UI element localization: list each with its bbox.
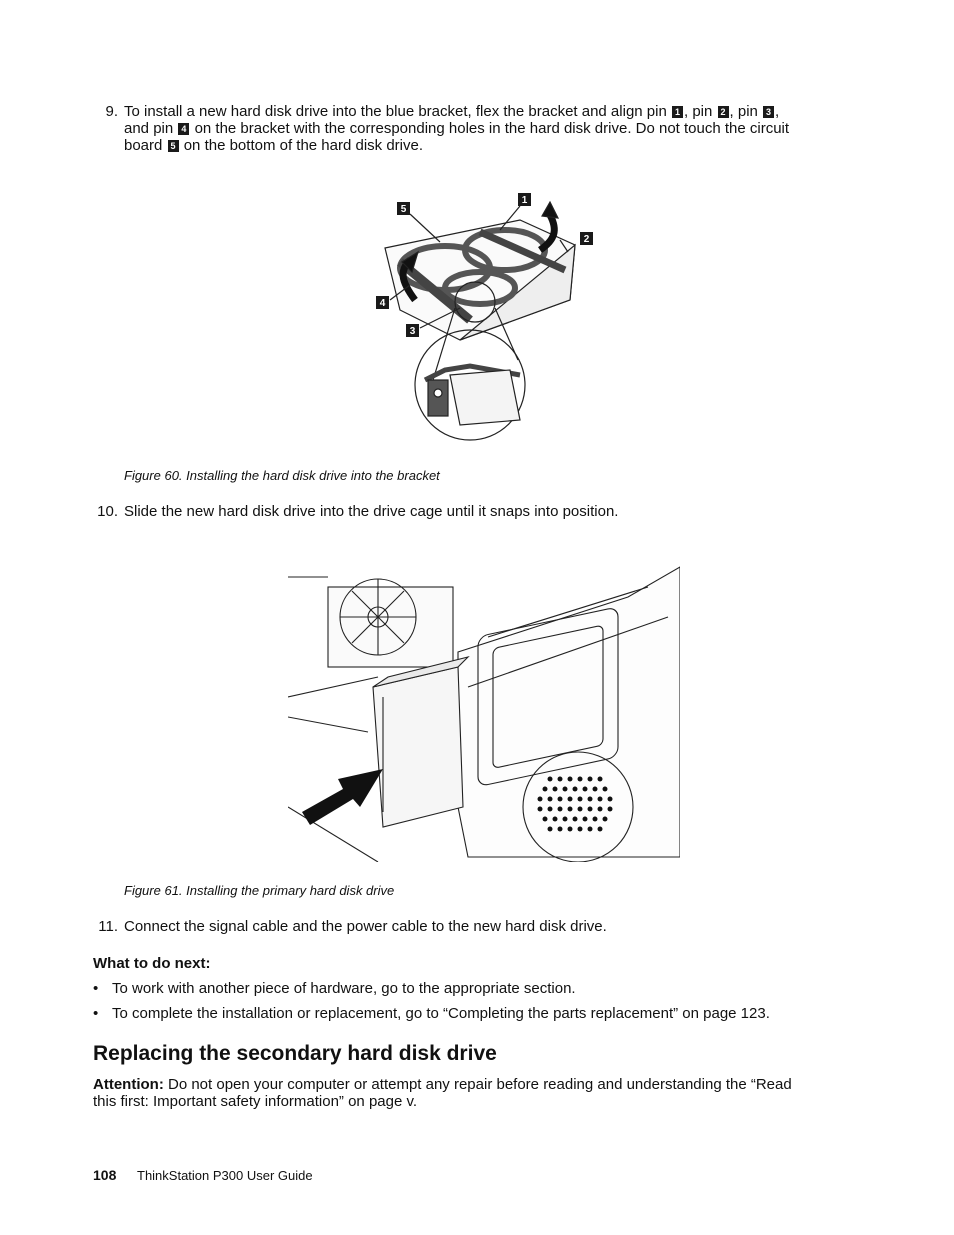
callout-1-label: 1 bbox=[521, 195, 528, 206]
bullet-item: To work with another piece of hardware, go to the appropriate section. bbox=[112, 980, 576, 997]
attention-text: Do not open your computer or attempt any repair before reading and understanding the “Read bbox=[167, 1076, 792, 1093]
callout-4-label: 4 bbox=[379, 298, 386, 309]
document-title: ThinkStation P300 User Guide bbox=[137, 1168, 313, 1183]
step-number: 11. bbox=[98, 918, 118, 935]
step-9-text-part: on the bottom of the hard disk drive. bbox=[183, 137, 424, 154]
callout-badge: 5 bbox=[168, 140, 179, 152]
step-9-text-part: and pin bbox=[124, 120, 174, 137]
attention-label: Attention: bbox=[93, 1076, 164, 1093]
what-next-heading: What to do next: bbox=[93, 955, 211, 972]
step-9-text-part: on the bracket with the corresponding holes in the hard disk drive. Do not touch the circuit bbox=[194, 120, 790, 137]
bullet-marker: • bbox=[93, 1005, 99, 1022]
bullet-item: To complete the installation or replacement, go to “Completing the parts replacement” on page 123. bbox=[112, 1005, 770, 1022]
step-9-text-part: , bbox=[775, 103, 780, 120]
drive-cage-illustration bbox=[288, 557, 680, 862]
hard-disk-bracket-illustration bbox=[370, 190, 600, 445]
callout-badge: 3 bbox=[763, 106, 774, 118]
step-9-text bbox=[124, 103, 844, 154]
section-title: Replacing the secondary hard disk drive bbox=[93, 1042, 497, 1065]
step-10-text: Slide the new hard disk drive into the drive cage until it snaps into position. bbox=[124, 503, 619, 520]
callout-5-label: 5 bbox=[400, 204, 407, 215]
step-number: 9. bbox=[105, 103, 118, 120]
page-number: 108 bbox=[93, 1167, 117, 1183]
callout-badge: 1 bbox=[672, 106, 683, 118]
attention-paragraph bbox=[93, 1076, 853, 1110]
step-11-text: Connect the signal cable and the power cable to the new hard disk drive. bbox=[124, 918, 607, 935]
bullet-marker: • bbox=[93, 980, 99, 997]
step-number: 10. bbox=[97, 503, 118, 520]
step-9-text-part: board bbox=[124, 137, 163, 154]
figure-61-caption: Figure 61. Installing the primary hard disk drive bbox=[124, 883, 395, 898]
attention-text: this first: Important safety information” on page v. bbox=[93, 1093, 418, 1110]
callout-badge: 4 bbox=[178, 123, 189, 135]
callout-2-label: 2 bbox=[583, 234, 590, 245]
callout-badge: 2 bbox=[718, 106, 729, 118]
step-9-text-part: To install a new hard disk drive into the blue bracket, flex the bracket and align pin bbox=[124, 103, 667, 120]
step-9-text-part: , pin bbox=[729, 103, 758, 120]
step-9-text-part: , pin bbox=[683, 103, 713, 120]
figure-60-caption: Figure 60. Installing the hard disk drive into the bracket bbox=[124, 468, 440, 483]
callout-3-label: 3 bbox=[409, 326, 416, 337]
